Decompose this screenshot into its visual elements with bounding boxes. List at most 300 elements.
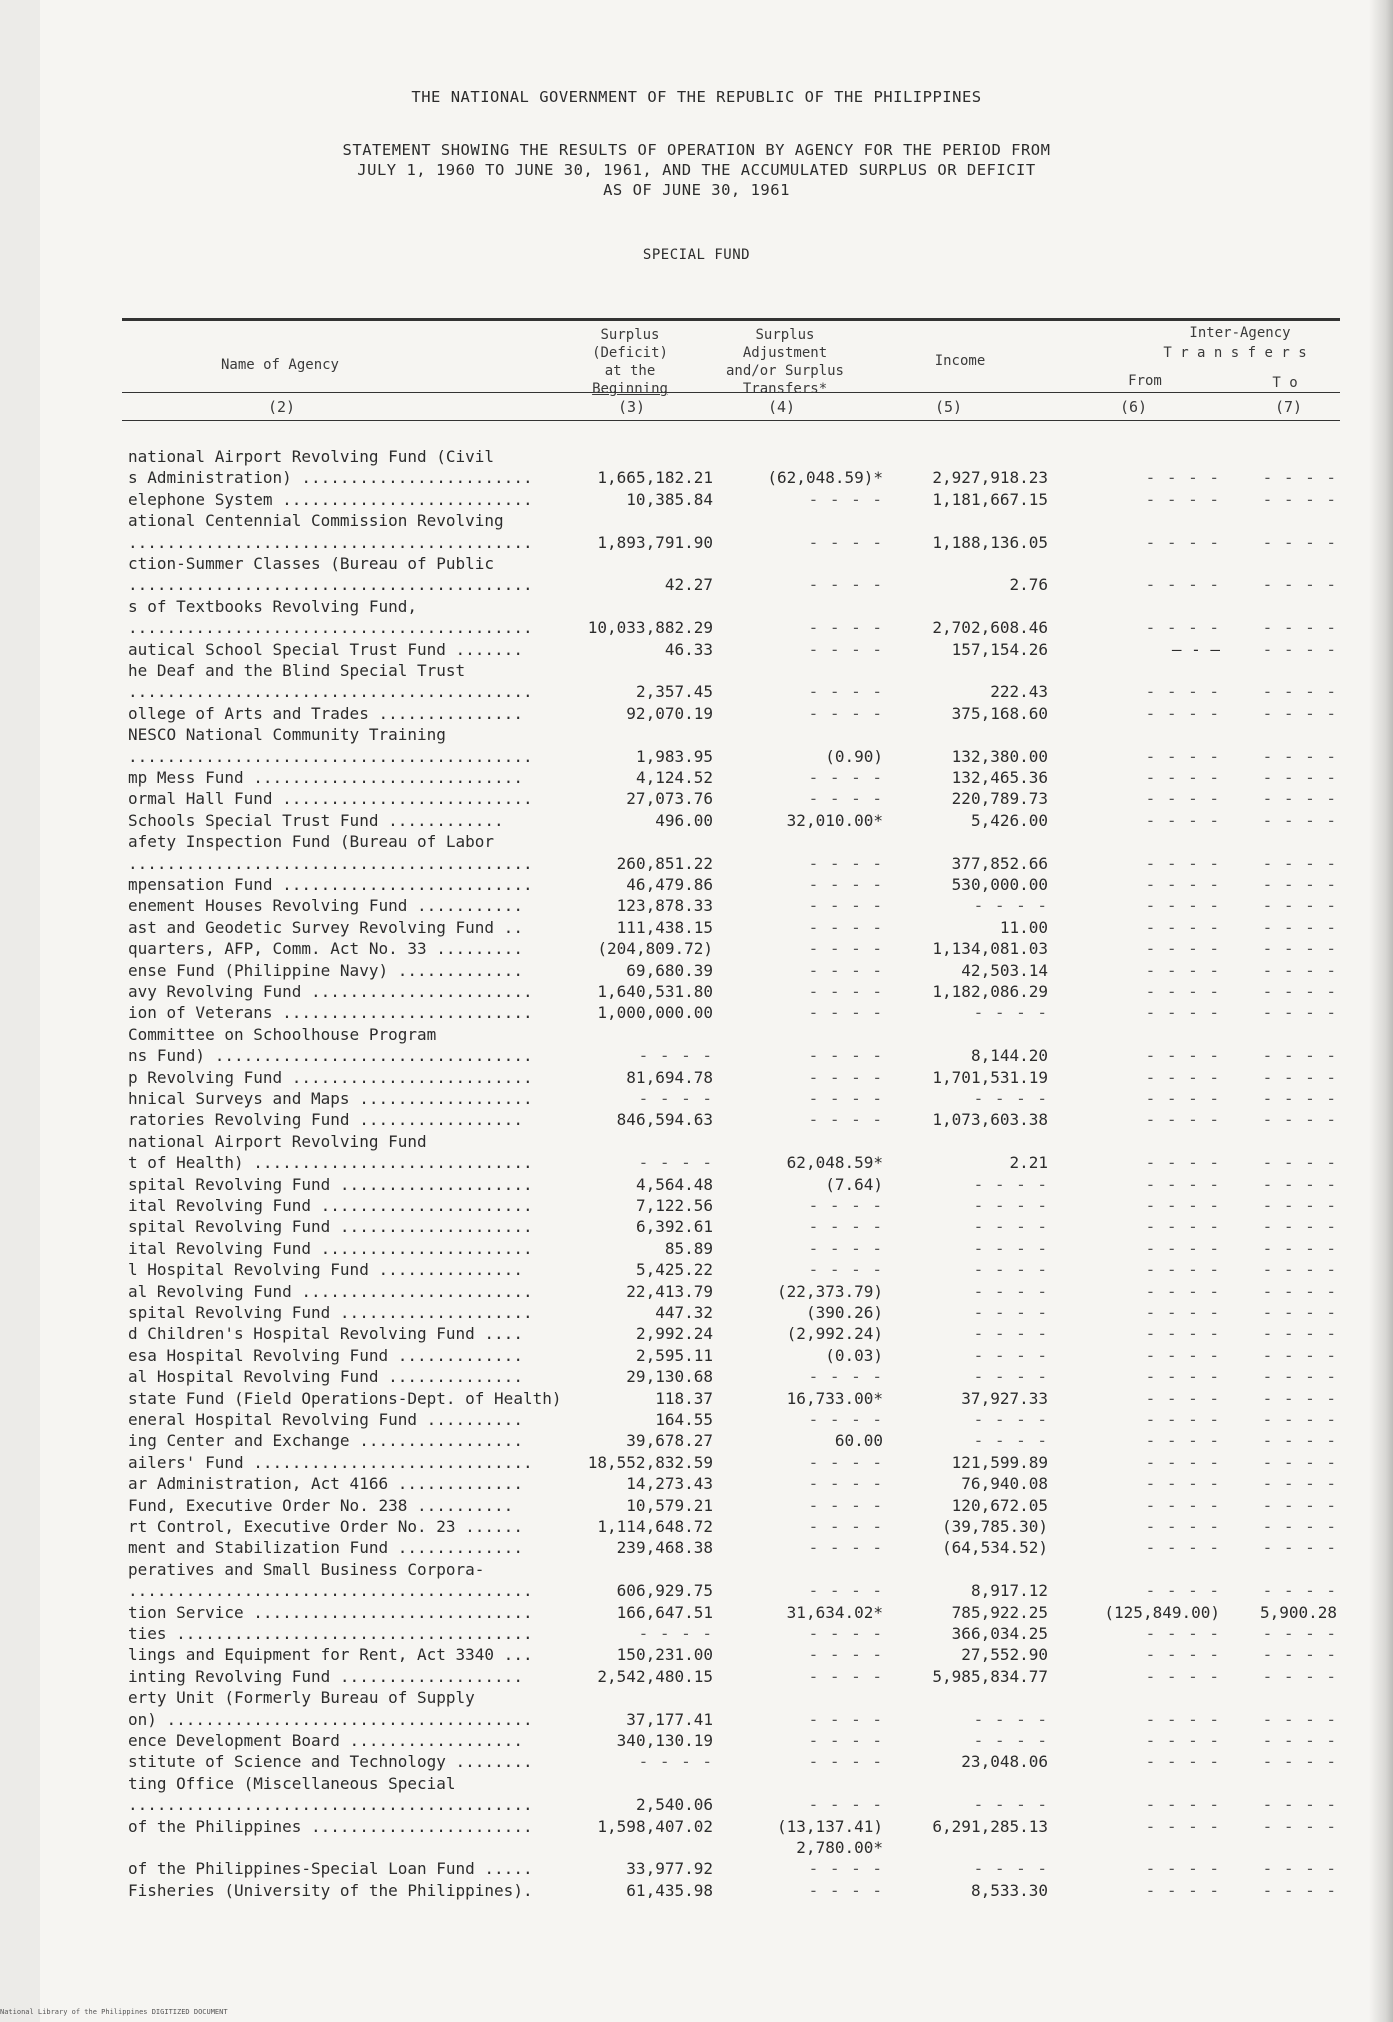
table-row	[0, 553, 1393, 574]
transfer-to-cell: - - - -	[1262, 982, 1337, 1001]
income-cell: 11.00	[999, 917, 1048, 937]
table-row	[0, 1687, 1393, 1708]
transfer-from-cell: - - - -	[1145, 1303, 1220, 1322]
adjustment-cell: - - - -	[808, 1517, 883, 1536]
adjustment-cell: - - - -	[808, 1538, 883, 1558]
agency-name: quarters, AFP, Comm. Act No. 33 .........	[128, 939, 523, 959]
transfer-to-cell: - - - -	[1262, 1067, 1337, 1087]
surplus-beginning-cell: - - - -	[638, 1624, 713, 1643]
table-row	[0, 1024, 1393, 1045]
transfer-from-cell: - - - -	[1145, 1217, 1220, 1237]
surplus-beginning-cell: 164.55	[655, 1410, 713, 1429]
table-row	[0, 960, 1393, 981]
table-row	[0, 1152, 1393, 1173]
agency-name: al Revolving Fund ........................	[128, 1281, 533, 1301]
surplus-beginning-cell: 260,851.22	[616, 853, 713, 873]
transfer-to-cell: - - - -	[1262, 1003, 1337, 1023]
transfer-to-cell: - - - -	[1262, 1624, 1337, 1643]
transfer-from-cell: - - - -	[1145, 789, 1220, 809]
agency-name: autical School Special Trust Fund .......	[128, 639, 523, 659]
agency-name: ting Office (Miscellaneous Special	[128, 1773, 456, 1793]
transfer-to-cell: - - - -	[1262, 489, 1337, 509]
surplus-beginning-cell: 1,114,648.72	[597, 1517, 713, 1536]
adjustment-cell: - - - -	[808, 489, 883, 509]
transfer-to-cell: - - - -	[1262, 1538, 1337, 1558]
transfer-from-cell: - - - -	[1145, 1731, 1220, 1750]
income-cell: - - - -	[973, 896, 1048, 916]
table-row	[0, 489, 1393, 510]
income-cell: 220,789.73	[951, 789, 1048, 809]
agency-name: ..........................................	[128, 532, 533, 552]
adjustment-cell: - - - -	[808, 1752, 883, 1772]
header-to: T o	[1272, 375, 1298, 391]
adjustment-cell: - - - -	[808, 1367, 883, 1387]
income-cell: 6,291,285.13	[932, 1816, 1048, 1836]
agency-name: ence Development Board ..................	[128, 1731, 523, 1750]
transfer-to-cell: - - - -	[1262, 1495, 1337, 1515]
transfer-to-cell: - - - -	[1262, 1153, 1337, 1173]
agency-name: ar Administration, Act 4166 .............	[128, 1474, 523, 1494]
agency-name: elephone System ..........................	[128, 489, 533, 509]
surplus-beginning-cell: 22,413.79	[626, 1281, 713, 1301]
header-line: Beginning	[592, 381, 668, 397]
surplus-beginning-cell: 1,983.95	[635, 746, 713, 766]
agency-name: avy Revolving Fund .......................	[128, 982, 533, 1001]
transfer-to-cell: - - - -	[1262, 1110, 1337, 1130]
agency-name: stitute of Science and Technology ........	[128, 1752, 533, 1772]
agency-name: ties .....................................	[128, 1624, 533, 1643]
transfer-to-cell: - - - -	[1262, 1666, 1337, 1686]
adjustment-cell: - - - -	[808, 853, 883, 873]
transfer-from-cell: - - - -	[1145, 1067, 1220, 1087]
transfer-to-cell: - - - -	[1262, 703, 1337, 723]
transfer-to-cell: - - - -	[1262, 1581, 1337, 1601]
adjustment-cell: - - - -	[808, 917, 883, 937]
transfer-from-cell: - - - -	[1145, 1238, 1220, 1258]
adjustment-cell: 2,780.00*	[796, 1838, 883, 1857]
agency-name: d Children's Hospital Revolving Fund ....	[128, 1324, 523, 1344]
income-cell: - - - -	[973, 1731, 1048, 1750]
table-row	[0, 1880, 1393, 1901]
transfer-to-cell: - - - -	[1262, 853, 1337, 873]
table-row	[0, 1366, 1393, 1387]
transfer-to-cell: - - - -	[1262, 468, 1337, 488]
transfer-from-cell: - - - -	[1145, 468, 1220, 488]
agency-name: Fund, Executive Order No. 238 ..........	[128, 1495, 514, 1515]
income-cell: (64,534.52)	[942, 1538, 1048, 1558]
transfer-to-cell: - - - -	[1262, 939, 1337, 959]
document-title: THE NATIONAL GOVERNMENT OF THE REPUBLIC OF THE PHILIPPINES	[411, 88, 982, 106]
transfer-from-cell: - - - -	[1145, 618, 1220, 638]
transfer-to-cell: - - - -	[1262, 1281, 1337, 1301]
adjustment-cell: - - - -	[808, 532, 883, 552]
adjustment-cell: - - - -	[808, 1003, 883, 1023]
income-cell: - - - -	[973, 1431, 1048, 1451]
adjustment-cell: 60.00	[834, 1431, 883, 1451]
income-cell: 530,000.00	[951, 875, 1048, 894]
table-row	[0, 1730, 1393, 1751]
table-row	[0, 1430, 1393, 1451]
table-row	[0, 724, 1393, 745]
surplus-beginning-cell: 239,468.38	[616, 1538, 713, 1558]
table-row	[0, 1473, 1393, 1494]
transfer-from-cell: - - - -	[1145, 1196, 1220, 1215]
table-row	[0, 746, 1393, 767]
agency-name: ational Centennial Commission Revolving	[128, 511, 504, 531]
surplus-beginning-cell: 69,680.39	[626, 960, 713, 980]
transfer-from-cell: - - - -	[1145, 532, 1220, 552]
adjustment-cell: - - - -	[808, 639, 883, 659]
transfer-from-cell: - - - -	[1145, 1281, 1220, 1301]
adjustment-cell: - - - -	[808, 1709, 883, 1729]
table-number-rule	[122, 420, 1340, 421]
income-cell: - - - -	[973, 1174, 1048, 1194]
adjustment-cell: (62,048.59)*	[767, 468, 883, 488]
adjustment-cell: - - - -	[808, 1260, 883, 1280]
adjustment-cell: (0.03)	[825, 1345, 883, 1365]
agency-name: ..........................................	[128, 746, 533, 766]
table-row	[0, 446, 1393, 467]
adjustment-cell: - - - -	[808, 1452, 883, 1472]
adjustment-cell: (2,992.24)	[786, 1324, 883, 1344]
income-cell: - - - -	[973, 1859, 1048, 1879]
transfer-to-cell: - - - -	[1262, 1816, 1337, 1836]
table-row	[0, 767, 1393, 788]
agency-name: l Hospital Revolving Fund ...............	[128, 1260, 523, 1280]
transfer-from-cell: - - - -	[1145, 1645, 1220, 1665]
income-cell: - - - -	[973, 1238, 1048, 1258]
income-cell: 2,702,608.46	[932, 618, 1048, 638]
column-number: (5)	[935, 398, 963, 416]
income-cell: 8,144.20	[970, 1046, 1048, 1066]
surplus-beginning-cell: - - - -	[638, 1752, 713, 1772]
table-row	[0, 1045, 1393, 1066]
adjustment-cell: - - - -	[808, 1731, 883, 1750]
surplus-beginning-cell: 27,073.76	[626, 789, 713, 809]
transfer-from-cell: - - - -	[1145, 746, 1220, 766]
income-cell: 132,380.00	[951, 746, 1048, 766]
surplus-beginning-cell: 6,392.61	[635, 1217, 713, 1237]
surplus-beginning-cell: 2,540.06	[635, 1795, 713, 1815]
adjustment-cell: - - - -	[808, 960, 883, 980]
transfer-from-cell: - - - -	[1145, 1474, 1220, 1494]
income-cell: 785,922.25	[951, 1602, 1048, 1622]
agency-name: ormal Hall Fund ..........................	[128, 789, 533, 809]
transfer-to-cell: - - - -	[1262, 1795, 1337, 1815]
adjustment-cell: (22,373.79)	[777, 1281, 883, 1301]
transfer-to-cell: - - - -	[1262, 1324, 1337, 1344]
transfer-from-cell: - - - -	[1145, 1859, 1220, 1879]
agency-name: Committee on Schoolhouse Program	[128, 1024, 437, 1044]
surplus-beginning-cell: 92,070.19	[626, 703, 713, 723]
agency-name: afety Inspection Fund (Bureau of Labor	[128, 832, 495, 852]
income-cell: - - - -	[973, 1410, 1048, 1429]
agency-name: t of Health) .............................	[128, 1153, 533, 1173]
income-cell: 37,927.33	[961, 1388, 1048, 1408]
transfer-to-cell: - - - -	[1262, 1345, 1337, 1365]
income-cell: 5,426.00	[970, 810, 1048, 830]
surplus-beginning-cell: 1,598,407.02	[597, 1816, 713, 1836]
table-row	[0, 1644, 1393, 1665]
surplus-beginning-cell: 85.89	[664, 1238, 713, 1258]
table-row	[0, 1709, 1393, 1730]
transfer-to-cell: - - - -	[1262, 1709, 1337, 1729]
surplus-beginning-cell: 61,435.98	[626, 1880, 713, 1900]
table-row	[0, 1345, 1393, 1366]
table-row	[0, 1216, 1393, 1237]
adjustment-cell: - - - -	[808, 982, 883, 1001]
table-row	[0, 1238, 1393, 1259]
surplus-beginning-cell: 33,977.92	[626, 1859, 713, 1879]
transfer-from-cell: - - - -	[1145, 1003, 1220, 1023]
adjustment-cell: - - - -	[808, 1238, 883, 1258]
income-cell: 23,048.06	[961, 1752, 1048, 1772]
column-number: (2)	[268, 398, 296, 416]
subtitle-line: JULY 1, 1960 TO JUNE 30, 1961, AND THE ACCUMULATED SURPLUS OR DEFICIT	[357, 161, 1036, 179]
agency-name: spital Revolving Fund ....................	[128, 1174, 533, 1194]
agency-name: on) ......................................	[128, 1709, 533, 1729]
agency-name: ment and Stabilization Fund .............	[128, 1538, 523, 1558]
agency-name: mpensation Fund ..........................	[128, 875, 533, 894]
table-row	[0, 617, 1393, 638]
transfer-from-cell: - - - -	[1145, 1153, 1220, 1173]
transfer-from-cell: - - - -	[1145, 1431, 1220, 1451]
surplus-beginning-cell: 37,177.41	[626, 1709, 713, 1729]
transfer-to-cell: - - - -	[1262, 639, 1337, 659]
adjustment-cell: - - - -	[808, 1666, 883, 1686]
table-row	[0, 1794, 1393, 1815]
adjustment-cell: - - - -	[808, 703, 883, 723]
adjustment-cell: - - - -	[808, 789, 883, 809]
agency-name: hnical Surveys and Maps ..................	[128, 1089, 533, 1108]
transfer-from-cell: - - - -	[1145, 768, 1220, 787]
agency-name: rt Control, Executive Order No. 23 ......	[128, 1517, 523, 1536]
surplus-beginning-cell: 496.00	[655, 810, 713, 830]
column-number: (4)	[768, 398, 796, 416]
transfer-from-cell: - - - -	[1145, 1538, 1220, 1558]
agency-name: he Deaf and the Blind Special Trust	[128, 661, 466, 680]
agency-name: enement Houses Revolving Fund ...........	[128, 896, 523, 916]
transfer-to-cell: - - - -	[1262, 1452, 1337, 1472]
income-cell: 27,552.90	[961, 1645, 1048, 1665]
agency-name: of the Philippines-Special Loan Fund .....	[128, 1859, 533, 1879]
income-cell: 2.21	[1009, 1153, 1048, 1173]
header-line: Adjustment	[742, 345, 828, 361]
subtitle-line: STATEMENT SHOWING THE RESULTS OF OPERATION BY AGENCY FOR THE PERIOD FROM	[342, 141, 1051, 159]
adjustment-cell: 16,733.00*	[786, 1388, 883, 1408]
surplus-beginning-cell: 2,542,480.15	[597, 1666, 713, 1686]
adjustment-cell: - - - -	[808, 1474, 883, 1494]
agency-name: ..........................................	[128, 853, 533, 873]
surplus-beginning-cell: 846,594.63	[616, 1110, 713, 1130]
header-surplus-beginning	[560, 326, 700, 398]
adjustment-cell: - - - -	[808, 1581, 883, 1601]
income-cell: - - - -	[973, 1709, 1048, 1729]
adjustment-cell: - - - -	[808, 1795, 883, 1815]
header-inter-agency: Inter-Agency	[1189, 325, 1291, 341]
adjustment-cell: - - - -	[808, 1645, 883, 1665]
transfer-from-cell: - - - -	[1145, 1260, 1220, 1280]
document-subtitle	[0, 140, 1393, 200]
income-cell: - - - -	[973, 1196, 1048, 1215]
surplus-beginning-cell: 2,357.45	[635, 682, 713, 702]
agency-name: Fisheries (University of the Philippines).	[128, 1880, 533, 1900]
agency-name: of the Philippines .......................	[128, 1816, 533, 1836]
transfer-to-cell: - - - -	[1262, 532, 1337, 552]
header-transfers: T r a n s f e r s	[1163, 345, 1307, 361]
transfer-to-cell: - - - -	[1262, 1238, 1337, 1258]
table-row	[0, 981, 1393, 1002]
transfer-to-cell: - - - -	[1262, 1731, 1337, 1750]
adjustment-cell: 31,634.02*	[786, 1602, 883, 1622]
subtitle-line: AS OF JUNE 30, 1961	[603, 181, 790, 199]
transfer-to-cell: - - - -	[1262, 1367, 1337, 1387]
income-cell: 366,034.25	[951, 1624, 1048, 1643]
surplus-beginning-cell: 14,273.43	[626, 1474, 713, 1494]
transfer-to-cell: - - - -	[1262, 1174, 1337, 1194]
table-row	[0, 788, 1393, 809]
table-row	[0, 1302, 1393, 1323]
table-top-rule	[122, 318, 1340, 321]
income-cell: 120,672.05	[951, 1495, 1048, 1515]
table-row	[0, 1559, 1393, 1580]
agency-name: erty Unit (Formerly Bureau of Supply	[128, 1688, 475, 1708]
agency-name: p Revolving Fund .........................	[128, 1067, 533, 1087]
surplus-beginning-cell: 1,640,531.80	[597, 982, 713, 1001]
table-row	[0, 1858, 1393, 1879]
income-cell: - - - -	[973, 1367, 1048, 1387]
footer-note: National Library of the Philippines DIGITIZED DOCUMENT	[0, 2008, 228, 2016]
transfer-to-cell: - - - -	[1262, 917, 1337, 937]
surplus-beginning-cell: 118.37	[655, 1388, 713, 1408]
header-line: Transfers*	[742, 381, 828, 397]
transfer-from-cell: - - - -	[1145, 1110, 1220, 1130]
section-title: SPECIAL FUND	[642, 247, 751, 263]
agency-name: mp Mess Fund ............................	[128, 768, 523, 787]
transfer-from-cell: - - - -	[1145, 1345, 1220, 1365]
agency-name: national Airport Revolving Fund	[128, 1131, 427, 1151]
transfer-to-cell: - - - -	[1262, 789, 1337, 809]
column-number: (3)	[618, 398, 646, 416]
transfer-to-cell: - - - -	[1262, 896, 1337, 916]
agency-name: ..........................................	[128, 618, 533, 638]
transfer-to-cell: - - - -	[1262, 1046, 1337, 1066]
transfer-to-cell: - - - -	[1262, 1517, 1337, 1536]
transfer-from-cell: - - - -	[1145, 489, 1220, 509]
table-row	[0, 874, 1393, 895]
income-cell: 42,503.14	[961, 960, 1048, 980]
table-row	[0, 895, 1393, 916]
transfer-from-cell: - - - -	[1145, 939, 1220, 959]
surplus-beginning-cell: 340,130.19	[616, 1731, 713, 1750]
agency-name: spital Revolving Fund ....................	[128, 1217, 533, 1237]
agency-name: eneral Hospital Revolving Fund ..........	[128, 1410, 523, 1429]
adjustment-cell: (0.90)	[825, 746, 883, 766]
table-row	[0, 660, 1393, 681]
table-row	[0, 1837, 1393, 1858]
surplus-beginning-cell: 29,130.68	[626, 1367, 713, 1387]
table-row	[0, 1174, 1393, 1195]
table-row	[0, 532, 1393, 553]
transfer-to-cell: - - - -	[1262, 1410, 1337, 1429]
transfer-to-cell: - - - -	[1262, 1303, 1337, 1322]
transfer-to-cell: - - - -	[1262, 1859, 1337, 1879]
transfer-from-cell: - - - -	[1145, 1880, 1220, 1900]
surplus-beginning-cell: 5,425.22	[635, 1260, 713, 1280]
table-row	[0, 1773, 1393, 1794]
income-cell: 375,168.60	[951, 703, 1048, 723]
surplus-beginning-cell: - - - -	[638, 1089, 713, 1108]
transfer-to-cell: - - - -	[1262, 1388, 1337, 1408]
surplus-beginning-cell: 18,552,832.59	[587, 1452, 713, 1472]
transfer-to-cell: - - - -	[1262, 746, 1337, 766]
agency-name: s Administration) ........................	[128, 468, 533, 488]
surplus-beginning-cell: 4,124.52	[635, 768, 713, 787]
transfer-to-cell: - - - -	[1262, 1645, 1337, 1665]
agency-name: ion of Veterans ..........................	[128, 1003, 533, 1023]
surplus-beginning-cell: - - - -	[638, 1153, 713, 1173]
transfer-from-cell: - - - -	[1145, 1752, 1220, 1772]
transfer-from-cell: - - - -	[1145, 853, 1220, 873]
table-row	[0, 1602, 1393, 1623]
table-row	[0, 681, 1393, 702]
transfer-from-cell: - - - -	[1145, 682, 1220, 702]
agency-name: ital Revolving Fund ......................	[128, 1196, 533, 1215]
transfer-to-cell: - - - -	[1262, 768, 1337, 787]
transfer-from-cell: - - - -	[1145, 1581, 1220, 1601]
transfer-to-cell: - - - -	[1262, 875, 1337, 894]
transfer-from-cell: - - - -	[1145, 1795, 1220, 1815]
table-row	[0, 1816, 1393, 1837]
table-row	[0, 831, 1393, 852]
header-line: (Deficit)	[592, 345, 668, 361]
agency-name: national Airport Revolving Fund (Civil	[128, 447, 495, 466]
income-cell: 2.76	[1009, 575, 1048, 595]
agency-name: spital Revolving Fund ....................	[128, 1303, 533, 1322]
table-row	[0, 1516, 1393, 1537]
transfer-from-cell: - - - -	[1145, 1517, 1220, 1536]
surplus-beginning-cell: 2,992.24	[635, 1324, 713, 1344]
transfer-from-cell: - - - -	[1145, 810, 1220, 830]
table-row	[0, 703, 1393, 724]
income-cell: - - - -	[973, 1003, 1048, 1023]
table-row	[0, 1409, 1393, 1430]
surplus-beginning-cell: 46.33	[664, 639, 713, 659]
agency-name: ollege of Arts and Trades ...............	[128, 703, 523, 723]
surplus-beginning-cell: 166,647.51	[616, 1602, 713, 1622]
transfer-to-cell: - - - -	[1262, 1260, 1337, 1280]
surplus-beginning-cell: 39,678.27	[626, 1431, 713, 1451]
adjustment-cell: - - - -	[808, 618, 883, 638]
table-row	[0, 596, 1393, 617]
transfer-from-cell: - - - -	[1145, 703, 1220, 723]
table-row	[0, 1537, 1393, 1558]
surplus-beginning-cell: 123,878.33	[616, 896, 713, 916]
surplus-beginning-cell: 81,694.78	[626, 1067, 713, 1087]
transfer-from-cell: - - - -	[1145, 960, 1220, 980]
adjustment-cell: - - - -	[808, 1859, 883, 1879]
income-cell: - - - -	[973, 1324, 1048, 1344]
transfer-to-cell: - - - -	[1262, 1089, 1337, 1108]
income-cell: 76,940.08	[961, 1474, 1048, 1494]
income-cell: - - - -	[973, 1089, 1048, 1108]
adjustment-cell: - - - -	[808, 575, 883, 595]
transfer-from-cell: - - - -	[1145, 875, 1220, 894]
adjustment-cell: - - - -	[808, 1046, 883, 1066]
agency-name: ense Fund (Philippine Navy) .............	[128, 960, 523, 980]
surplus-beginning-cell: - - - -	[638, 1046, 713, 1066]
transfer-from-cell: (125,849.00)	[1104, 1602, 1220, 1622]
